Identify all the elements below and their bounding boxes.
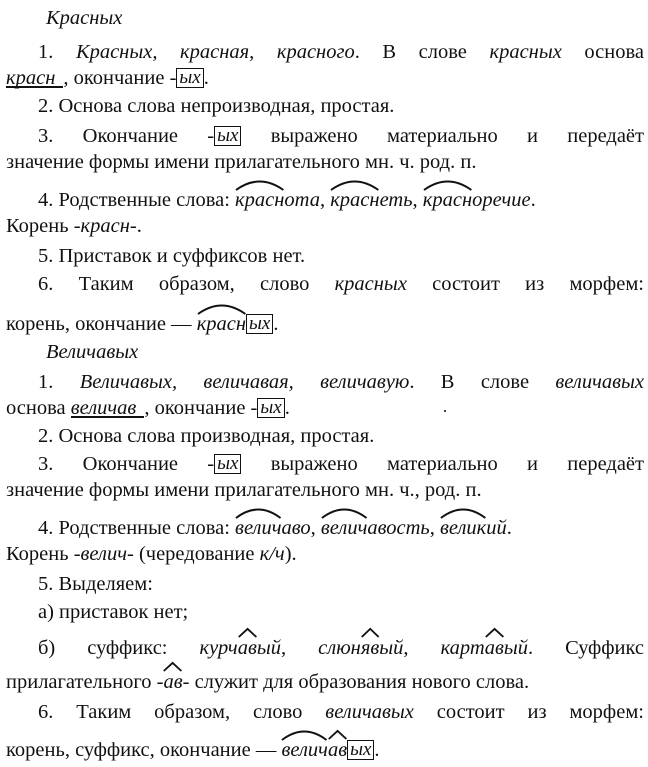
w2-point-6-line-2: корень, суффикс, окончание — велич ав ых . [0,738,648,762]
w2-ending-box: ых [257,398,284,418]
w2-point-5-b-line-2: прилагательного - ав- служит для образования нового слова. [0,670,648,694]
w1-point-4-line-2: Корень -красн-. [6,215,142,237]
word-header-velichavykh: Величавых [46,341,139,363]
w1-point-6-line-1: 6. Таким образом, слово красных состоит из морфем: [38,273,644,295]
w2-related-word-2: велич [321,516,367,540]
w2-related-word-1: велич [235,516,281,540]
w1-point-6-line-2: корень, окончание — красн ых . [0,312,648,336]
suffix-mark: ав [238,636,257,660]
suffix-hat-icon [238,628,257,637]
w2-morpheme-suffix: ав [328,738,347,762]
w2-point-1-line-1: 1. Величавых, величавая, величавую. В слове величавых [38,371,644,393]
w2-point-6-line-1: 6. Таким образом, слово величавых состоит из морфем: [38,701,644,723]
suffix-hat-icon [361,628,379,637]
w1-point-3-line-2: значение формы имени прилагательного мн. ч. род. п. [6,151,477,173]
suffix-mark: яв [361,636,379,660]
w1-point-4-line-1: 4. Родственные слова: краснота, краснеть, красноречие. [0,188,648,212]
w2-stem: величав [71,396,145,420]
w2-ending-box-2: ых [214,454,241,474]
w2-morpheme-ending: ых [347,740,374,760]
suffix-mark: ав [485,636,504,660]
w1-ending-box: ых [176,68,203,88]
w1-point-1-line-1: 1. Красных, красная, красного. В слове красных основа [38,41,644,63]
w1-point-3-line-1: 3. Окончание - ых выражено материально и передаёт [38,125,644,147]
w1-word-forms: Красных, красная, красного [75,41,355,63]
suffix-hat-icon [328,730,347,739]
w1-stem: красн [6,66,63,90]
suffix-hat-icon [163,662,182,671]
w1-related-word-1: красн [235,188,284,212]
word-header-krasnykh: Красных [46,7,123,29]
stray-dot [444,410,446,412]
w1-morpheme-root: красн [197,312,246,336]
w1-related-word-3: красн [423,188,472,212]
w2-point-4-line-1: 4. Родственные слова: величаво, величавость, великий. [0,516,648,540]
w2-point-2: 2. Основа слова производная, простая. [38,425,375,447]
w2-point-5-title: 5. Выделяем: [38,573,153,595]
w1-point-1-line-2: красн , окончание - ых . [6,67,209,89]
w2-related-word-3: велик [440,516,486,540]
w2-morpheme-root: велич [281,738,327,762]
w1-related-word-2: красн [330,188,379,212]
suffix-mark: ав [163,670,182,694]
w1-morpheme-ending: ых [246,314,273,334]
w2-word-forms: Величавых, величавая, величавую [79,371,410,393]
w2-point-4-line-2: Корень -велич- (чередование к/ч). [6,543,297,565]
w2-point-3-line-1: 3. Окончание - ых выражено материально и передаёт [38,453,644,475]
w1-point-5: 5. Приставок и суффиксов нет. [38,245,306,267]
w2-point-1-line-2: основа величав , окончание - ых . [6,397,290,419]
w1-point-2: 2. Основа слова непроизводная, простая. [38,95,395,117]
w1-ending-box-2: ых [214,126,241,146]
w2-point-3-line-2: значение формы имени прилагательного мн. ч., род. п. [6,479,482,501]
suffix-hat-icon [485,628,504,637]
w2-point-5-a: а) приставок нет; [38,601,189,623]
w2-point-5-b-line-1: б) суффикс: курч авый, слюн явый, карт авый. Суффикс [0,636,648,660]
